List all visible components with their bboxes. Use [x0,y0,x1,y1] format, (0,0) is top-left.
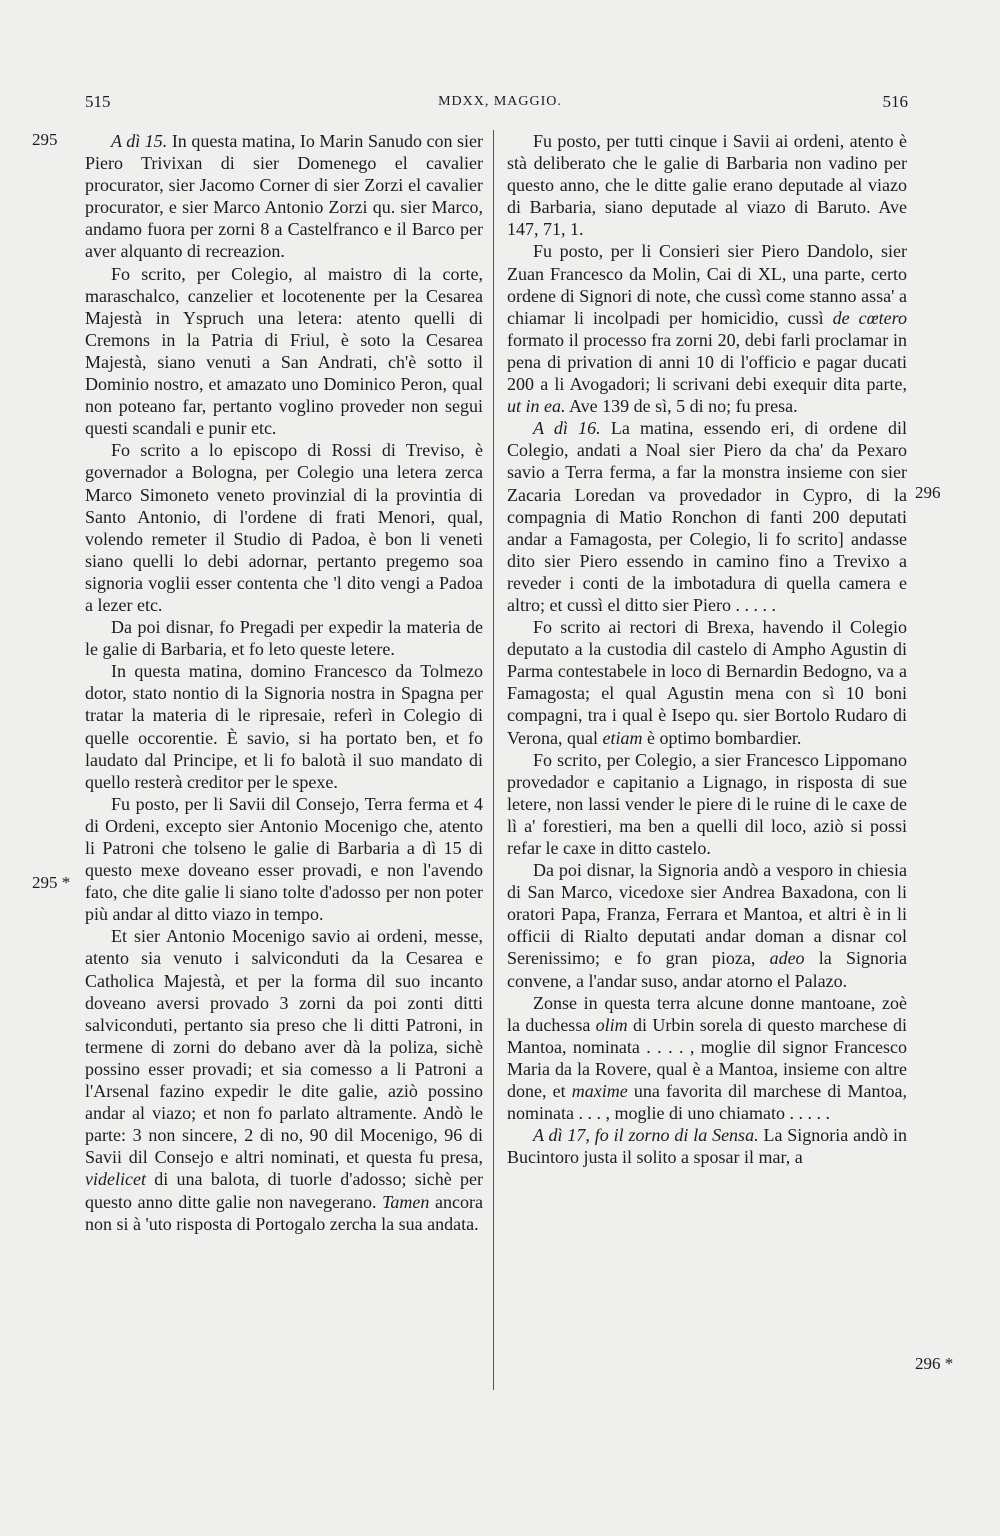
paragraph [507,992,907,1125]
paragraph-text: ancora non si à 'uto risposta di Portogalo zercha la sua andata. [85,1191,483,1234]
italic-word: videlicet [85,1169,146,1190]
paragraph-text: Da poi disnar, la Signoria andò a vesporo in chiesia di San Marco, vicedoxe sier Andrea Baxadona, con li oratori Papa, Franza, Ferrara et Mantoa, et altri è in li officii di Rialto deputati andar doman a disnar col Serenissimo; e fo gran pioza, [507,860,907,969]
paragraph-text: Fo scrito ai rectori di Brexa, havendo il Colegio deputato a la custodia dil castelo di Ampho Agustin di Parma contestabele in loco di Bernardin Bedogno, va a Famagosta; el qual Agustin mena con sì 10 boni compagni, tra i qual è Isepo qu. sier Bortolo Rudaro di Verona, qual [507,617,907,748]
italic-word: etiam [602,727,643,748]
right-column [507,130,907,1168]
italic-word: Tamen [382,1191,430,1212]
paragraph-text: Fu posto, per li Consieri sier Piero Dandolo, sier Zuan Francesco da Molin, Cai di XL, una parte, certo ordene di Signori di note, che cussì come stanno assa' a chiamar li incolpadi per homicidio, cussì [507,241,907,328]
paragraph [507,417,907,616]
paragraph: Fo scrito, per Colegio, al maistro di la corte, maraschalco, canzelier et locotenente per la Cesarea Majestà in Yspruch una letera: atento quelli di Cremons in la Patria di Friul, è soto la Cesarea Majestà, siano venuti a San Andrati, ch'è sotto il Dominio nostro, et amazato uno Dominico Peron, qual non poteano far, pertanto voglino proveder non segui questi scandali e punir etc. [85,263,483,439]
paragraph: Fu posto, per tutti cinque i Savii ai ordeni, atento è stà deliberato che le galie di Barbaria non vadino per questo anno, che le ditte galie erano deputade al viazo di Barbaria, siano deputade al viazo di Baruto. Ave 147, 71, 1. [507,131,907,240]
margin-note-295: 295 [32,130,58,149]
running-header [0,92,1000,120]
italic-word: adeo [769,948,805,969]
paragraph-text: formato il processo fra zorni 20, debi farli proclamar in pena di privation di anni 10 di l'officio e pagar ducati 200 a li Avogadori; li scrivani debi exequir dita parte, [507,329,907,395]
margin-note-296: 296 [915,483,941,502]
paragraph [507,1124,907,1168]
paragraph-text: la Signoria convene, a l'andar suso, andar atorno el Palazo. [507,948,908,991]
paragraph-text: La matina, essendo eri, di ordene dil Colegio, andati a Noal sier Piero da cha' da Pexaro savio a Terra ferma, a far la monstra insieme con sier Zacaria Loredan va provedador in Cypro, di la compagnia di Matio Ronchon di fanti 200 deputati andar a Famagosta, per Colegio, li fo scrito] andasse dito sier Piero essendo in camino fino a Trevixo a reveder i conti de la imbotadura di quella camera e altro; et cussì el ditto sier Piero . . . . . [507,418,908,615]
paragraph: Fu posto, per li Savii dil Consejo, Terra ferma et 4 di Ordeni, excepto sier Antonio Mocenigo che, atento li Patroni che tolseno le galie di Barbaria a dì 15 di questo mexe doveano esser provadi, e non l'avendo fato, che dite galie li siano tolte d'adosso per non poter più andar al ditto viazo in tempo. [85,793,483,925]
paragraph-text: è optimo bombardier. [646,727,802,748]
italic-word: maxime [571,1081,628,1102]
paragraph-text: di Urbin sorela di questo marchese di Mantoa, nominata . . . . , moglie dil signor Francesco Maria da la Rovere, qual è a Mantoa, insieme con altre done, et [507,1014,907,1102]
paragraph [507,859,907,992]
paragraph [85,130,483,263]
paragraph [507,616,907,749]
paragraph: Fo scrito a lo episcopo di Rossi di Treviso, è governador a Bologna, per Colegio una letera zerca Marco Simoneto veneto provinzial di la provintia di Santo Antonio, di l'ordene di frati Menori, qual, volendo remeter il Studio di Padoa, è bon li veneti siano quelli lo debi adornar, pertanto pregemo soa signoria voglii esser contenta che 'l dito vengi a Padoa a lezer etc. [85,440,483,615]
running-title: MDXX, MAGGIO. [438,94,562,109]
paragraph-text: In questa matina, Io Marin Sanudo con sier Piero Trivixan di sier Domenego el cavalier procurator, sier Jacomo Corner di sier Zorzi el cavalier procurator, e sier Marco Antonio Zorzi qu. sier Marco, andamo fuora per zorni 8 a Castelfranco e il Barco per aver alquanto di recreazion. [85,131,484,262]
date-heading: A dì 16. [533,418,601,439]
margin-note-296-star: 296 * [915,1354,954,1373]
paragraph-text: Et sier Antonio Mocenigo savio ai ordeni, messe, atento sia venuto i salviconduti da la Cesarea e Catholica Majestà, et per la forma dil suo incanto doveano aversi provado 3 zorni da poi zonti ditti salviconduti, pertanto sia preso che li ditti Patroni, in termene di zorni do debano aver dà la poliza, sichè possino esser provadi; et sia comesso a li Patroni a l'Arsenal fazino expedir le dite galie, aziò possino andar al viazo; et non fo parlato altramente. Andò le parte: 3 non sincere, 2 di no, 90 dil Mocenigo, 96 di Savii dil Consejo e altri nominati, et questa fu presa, [85,926,483,1168]
paragraph: Da poi disnar, fo Pregadi per expedir la materia de le galie di Barbaria, et fo leto queste letere. [85,617,483,660]
paragraph [507,240,907,417]
italic-word: ut in ea. [507,396,566,417]
paragraph-text: una favorita dil marchese di Mantoa, nominata . . . , moglie di uno chiamato . . . . . [507,1081,907,1124]
date-heading: A dì 15. [111,131,168,151]
paragraph-text: Ave 139 de sì, 5 di no; fu presa. [569,396,798,417]
page-number-left: 515 [85,92,111,111]
paragraph: Fo scrito, per Colegio, a sier Francesco Lippomano provedador e capitanio a Lignago, in risposta di sue letere, non lassi vender le piere di le ruine di le caxe de lì a' forestieri, ma ben a quelli dil loco, aziò si possi refar le caxe in ditto castelo. [507,749,907,858]
italic-word: olim [595,1014,628,1035]
paragraph: In questa matina, domino Francesco da Tolmezo dotor, stato nontio di la Signoria nostra in Spagna per tratar la materia di le ripresaie, referì in Colegio di quelle occorentie. È savio, si ha portato ben, et fo laudato dal Principe, et li fo balotà il suo mandato di quello resterà creditor per le spexe. [85,661,483,792]
italic-word: de cœtero [832,307,908,328]
left-column [85,130,483,1235]
paragraph-text: di una balota, di tuorle d'adosso; sichè per questo anno ditte galie non navegerano. [85,1169,483,1212]
paragraph [85,925,483,1234]
date-heading: A dì 17, fo il zorno di la Sensa. [533,1125,759,1146]
column-divider [493,130,494,1390]
margin-note-295-star: 295 * [32,873,71,892]
page-number-right: 516 [882,92,908,111]
paragraph-text: La Signoria andò in Bucintoro justa il solito a sposar il mar, a [507,1125,908,1168]
paragraph-text: Zonse in questa terra alcune donne mantoane, zoè la duchessa [507,992,907,1035]
